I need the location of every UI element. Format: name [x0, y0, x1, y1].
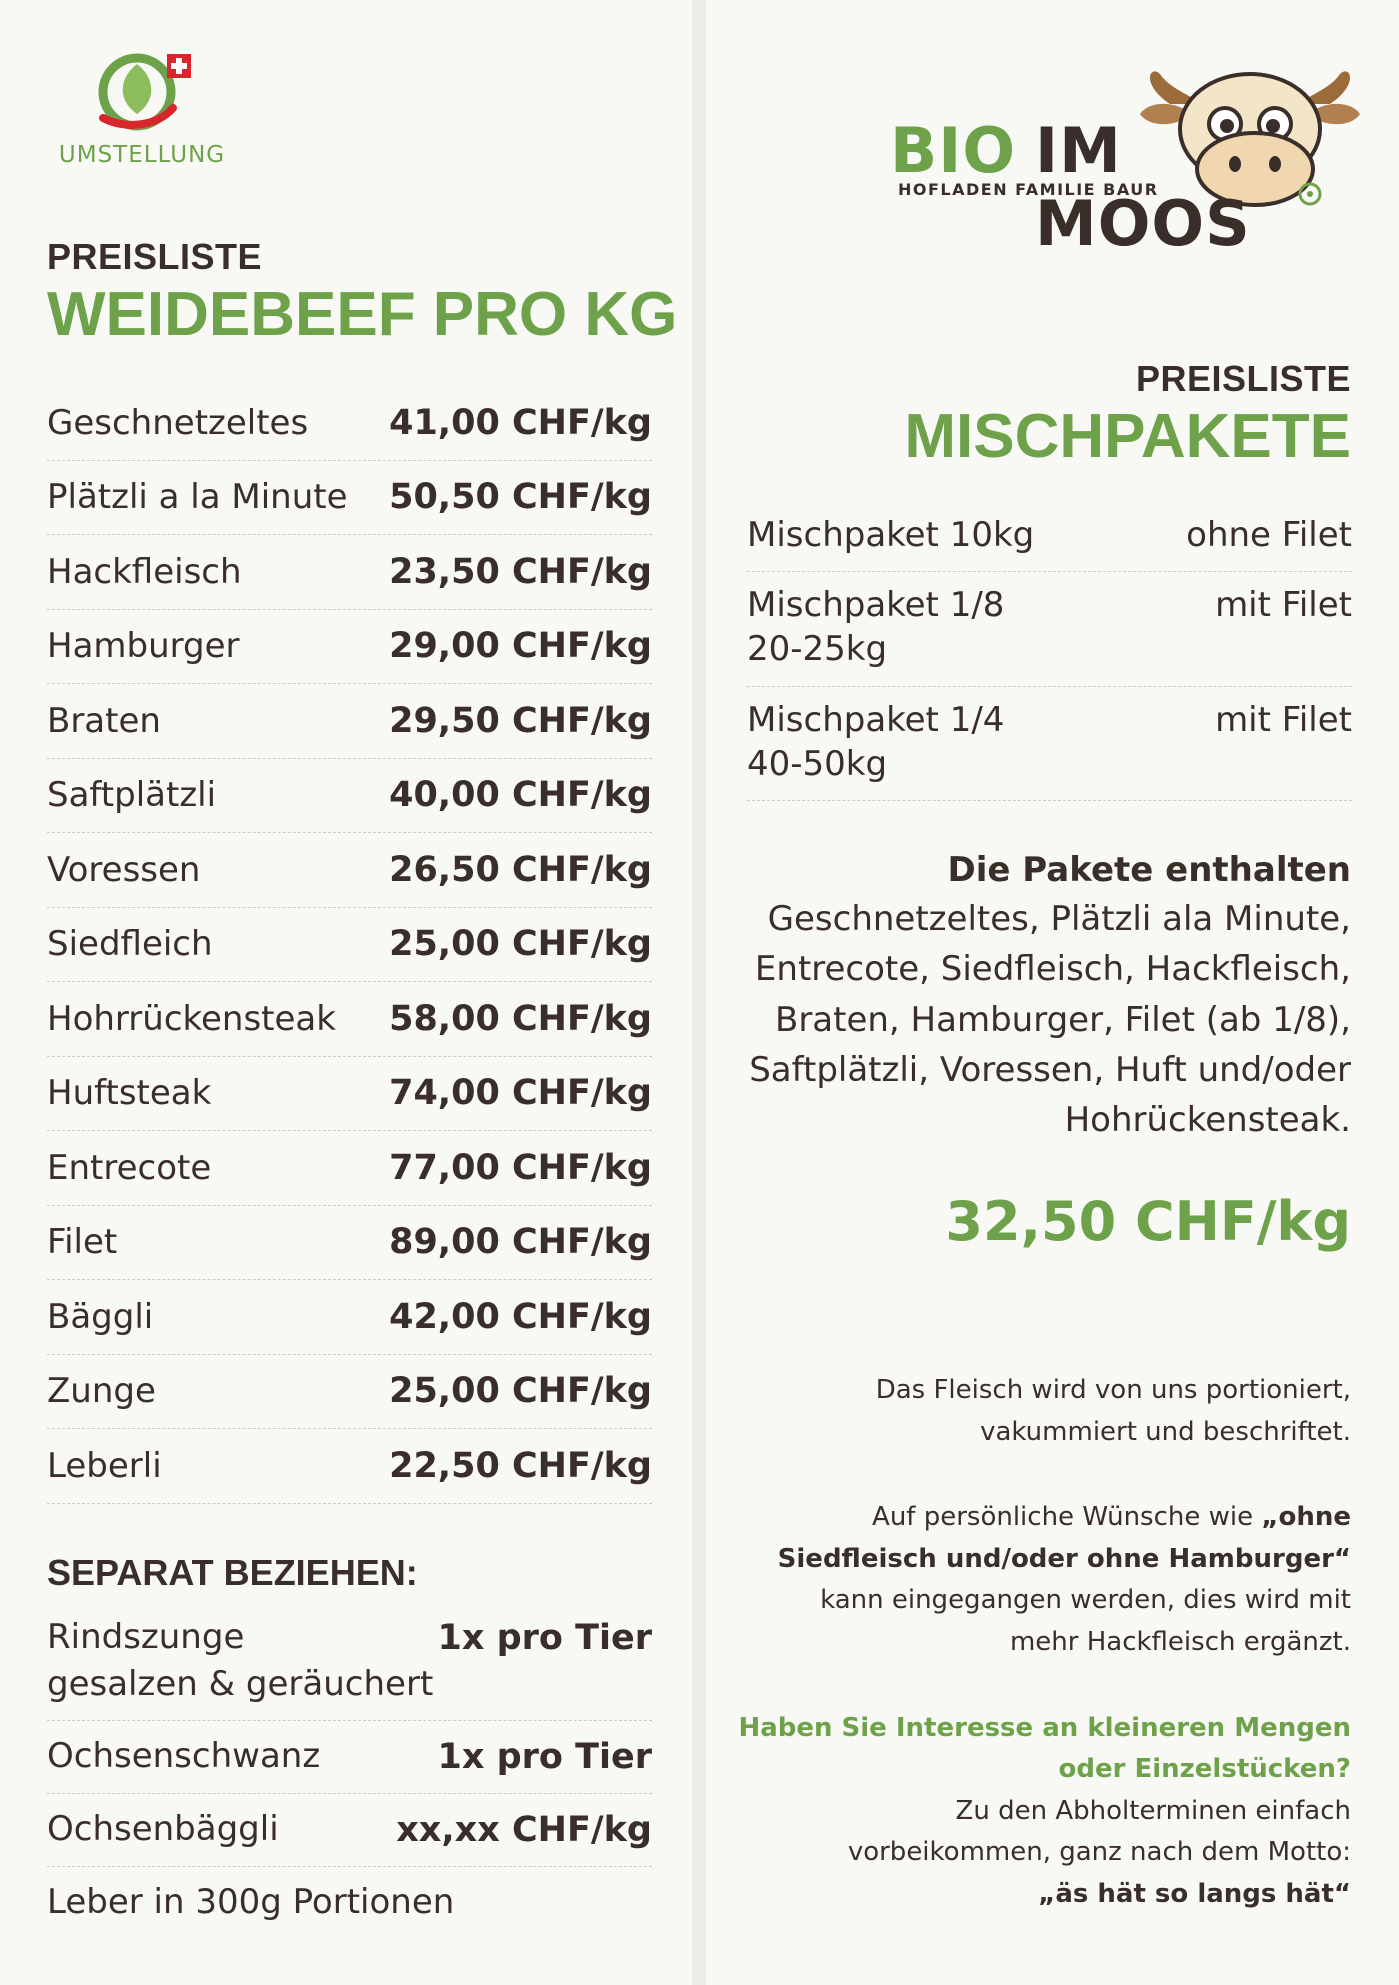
item-price: 41,00 CHF/kg	[389, 402, 652, 443]
item-name: Huftsteak	[47, 1073, 212, 1114]
separat-price: 1x pro Tier	[437, 1736, 652, 1777]
note-wishes	[731, 1497, 1351, 1663]
price-row	[47, 1206, 652, 1281]
item-name: Hackfleisch	[47, 551, 242, 592]
note-portioning	[731, 1370, 1351, 1453]
weidebeef-title: WEIDEBEEF PRO KG	[47, 280, 678, 349]
item-price: 58,00 CHF/kg	[389, 998, 652, 1039]
item-price: 77,00 CHF/kg	[389, 1147, 652, 1188]
separat-row	[47, 1867, 652, 1938]
separat-price: 1x pro Tier	[437, 1618, 652, 1658]
price-row	[47, 386, 652, 461]
item-price: 50,50 CHF/kg	[389, 477, 652, 518]
note-bold: Siedfleisch und/oder ohne Hamburger“	[777, 1543, 1351, 1574]
item-name: Braten	[47, 700, 161, 741]
item-price: 29,00 CHF/kg	[389, 626, 652, 667]
package-filet: mit Filet	[1215, 699, 1352, 740]
separat-row	[47, 1602, 652, 1721]
item-price: 74,00 CHF/kg	[389, 1073, 652, 1114]
item-price: 26,50 CHF/kg	[389, 849, 652, 890]
item-price: 89,00 CHF/kg	[389, 1222, 652, 1263]
separat-row	[47, 1794, 652, 1867]
item-price: 22,50 CHF/kg	[389, 1445, 652, 1486]
mischpaket-price: 32,50 CHF/kg	[945, 1190, 1351, 1253]
package-row	[747, 502, 1352, 572]
separat-list	[47, 1602, 652, 1938]
note-line: mehr Hackfleisch ergänzt.	[1009, 1626, 1351, 1657]
package-row	[747, 687, 1352, 801]
item-name: Hamburger	[47, 626, 240, 667]
price-row	[47, 1280, 652, 1355]
note-bold: „ohne	[1261, 1502, 1351, 1533]
price-row	[47, 1057, 652, 1132]
right-heading	[904, 358, 1351, 471]
weidebeef-price-list	[47, 386, 652, 1504]
package-name-line1: Mischpaket 1/8	[747, 585, 1005, 626]
price-row	[47, 1131, 652, 1206]
package-name-line1: Mischpaket 1/4	[747, 699, 1005, 740]
bio-bud-icon	[87, 48, 197, 132]
package-row	[747, 572, 1352, 686]
mischpakete-title: MISCHPAKETE	[904, 402, 1351, 471]
separat-name	[47, 1614, 433, 1708]
package-name: Mischpaket 10kg	[747, 515, 1035, 555]
note-line: kann eingegangen werden, dies wird mit	[820, 1585, 1351, 1616]
brand-subtitle: HOFLADEN FAMILIE BAUR	[898, 180, 1159, 199]
note-green: Haben Sie Interesse an kleineren Mengen	[738, 1712, 1351, 1743]
umstellung-label: UMSTELLUNG	[58, 142, 226, 168]
item-name: Bäggli	[47, 1296, 154, 1337]
price-row	[47, 908, 652, 983]
package-filet: mit Filet	[1215, 585, 1352, 626]
separat-name: Leber in 300g Portionen	[47, 1882, 455, 1923]
contents-body	[711, 894, 1351, 1146]
item-name: Leberli	[47, 1445, 162, 1486]
note-line: vakummiert und beschriftet.	[980, 1416, 1351, 1447]
item-price: 23,50 CHF/kg	[389, 551, 652, 592]
umstellung-logo	[52, 48, 232, 168]
note-line: Zu den Abholterminen einfach	[955, 1795, 1351, 1826]
item-name: Plätzli a la Minute	[47, 477, 348, 518]
separat-name-line1: Rindszunge	[47, 1617, 245, 1657]
item-name: Hohrrückensteak	[47, 998, 336, 1039]
price-row	[47, 982, 652, 1057]
item-name: Siedfleich	[47, 924, 213, 965]
package-name	[747, 583, 1004, 671]
contents-line: Saftplätzli, Voressen, Huft und/oder	[749, 1049, 1351, 1090]
separat-name: Ochsenschwanz	[47, 1735, 321, 1776]
preisliste-label-right: PREISLISTE	[1135, 358, 1351, 399]
price-row	[47, 535, 652, 610]
price-row	[47, 833, 652, 908]
note-line: Das Fleisch wird von uns portioniert,	[875, 1375, 1351, 1405]
separat-heading: SEPARAT BEZIEHEN:	[47, 1552, 418, 1593]
left-heading	[47, 236, 678, 349]
separat-row	[47, 1721, 652, 1794]
package-contents	[711, 850, 1351, 1146]
package-filet: ohne Filet	[1186, 515, 1352, 555]
contents-line: Geschnetzeltes, Plätzli ala Minute,	[767, 899, 1351, 939]
contents-title: Die Pakete enthalten	[947, 850, 1351, 890]
item-price: 42,00 CHF/kg	[389, 1296, 652, 1337]
item-name: Entrecote	[47, 1147, 212, 1188]
price-row	[47, 1355, 652, 1430]
contents-line: Entrecote, Siedfleisch, Hackfleisch,	[754, 949, 1351, 990]
bio-im-moos-logo	[890, 44, 1360, 260]
brand-bio: BIO	[890, 114, 1017, 187]
item-name: Voressen	[47, 849, 201, 890]
package-name-line2: 20-25kg	[747, 629, 888, 670]
package-name	[747, 698, 1004, 786]
price-row	[47, 684, 652, 759]
note-motto: „äs hät so langs hät“	[1038, 1878, 1351, 1909]
note-line: vorbeikommen, ganz nach dem Motto:	[847, 1837, 1351, 1868]
note-green: oder Einzelstücken?	[1058, 1754, 1351, 1785]
item-name: Zunge	[47, 1371, 156, 1412]
price-row	[47, 610, 652, 685]
item-name: Saftplätzli	[47, 775, 217, 816]
note-interest	[731, 1708, 1351, 1916]
contents-line: Hohrückensteak.	[1064, 1100, 1351, 1141]
contents-line: Braten, Hamburger, Filet (ab 1/8),	[775, 999, 1351, 1040]
separat-name: Ochsenbäggli	[47, 1809, 279, 1850]
separat-price: xx,xx CHF/kg	[396, 1810, 652, 1851]
preisliste-label: PREISLISTE	[47, 236, 263, 277]
item-price: 25,00 CHF/kg	[389, 1371, 652, 1412]
item-price: 25,00 CHF/kg	[389, 924, 652, 965]
price-row	[47, 759, 652, 834]
item-name: Filet	[47, 1222, 118, 1263]
price-row	[47, 461, 652, 536]
item-price: 40,00 CHF/kg	[389, 775, 652, 816]
note-line: Auf persönliche Wünsche wie	[872, 1502, 1262, 1533]
mischpakete-list	[747, 502, 1352, 801]
notes	[731, 1370, 1351, 1960]
separat-name-line2: gesalzen & geräuchert	[47, 1663, 434, 1704]
brand-im-moos: IM MOOS	[1035, 114, 1251, 260]
price-row	[47, 1429, 652, 1504]
item-name: Geschnetzeltes	[47, 402, 309, 443]
item-price: 29,50 CHF/kg	[389, 700, 652, 741]
package-name-line2: 40-50kg	[747, 743, 888, 784]
